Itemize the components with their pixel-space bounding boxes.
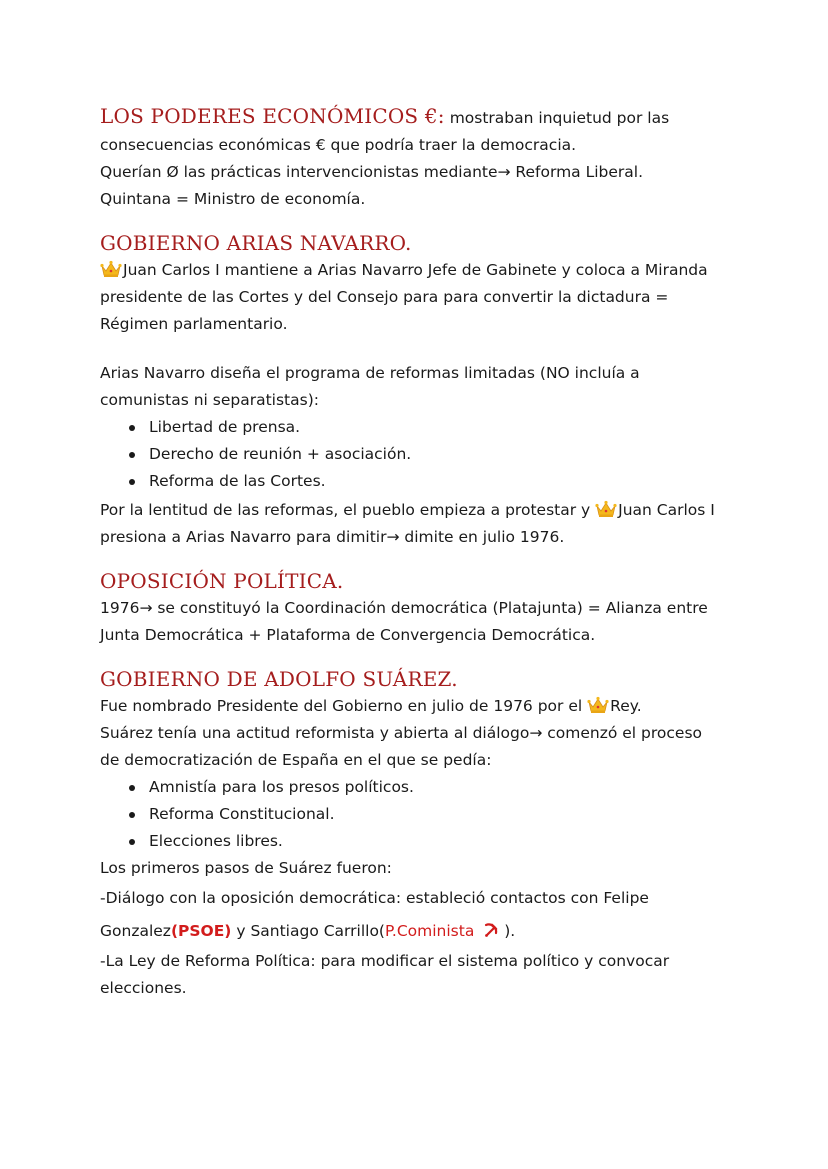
section-1-first-line: [100, 102, 740, 132]
heading-gobierno-adolfo-suarez: GOBIERNO DE ADOLFO SUÁREZ.: [100, 667, 458, 691]
text-line: Junta Democrática + Plataforma de Convergencia Democrática.: [100, 626, 596, 644]
text-line: Quintana = Ministro de economía.: [100, 190, 366, 208]
heading-poderes-economicos: LOS PODERES ECONÓMICOS €:: [100, 104, 445, 128]
text-line: comunistas ni separatistas):: [100, 391, 319, 409]
text-line: de democratización de España en el que se pedía:: [100, 751, 492, 769]
text-line: Fue nombrado Presidente del Gobierno en julio de 1976 por el Rey.: [100, 697, 642, 715]
hammer-sickle-icon: [483, 922, 499, 938]
text-line: 1976→ se constituyó la Coordinación democrática (Platajunta) = Alianza entre: [100, 599, 708, 617]
crown-icon: [587, 696, 609, 714]
list-item: Amnistía para los presos políticos.: [127, 774, 740, 801]
document-page: [100, 102, 740, 1002]
section-poderes-economicos: [100, 102, 740, 213]
text-line: Juan Carlos I mantiene a Arias Navarro Jefe de Gabinete y coloca a Miranda: [100, 257, 740, 284]
text-line: Los primeros pasos de Suárez fueron:: [100, 859, 392, 877]
text-line: Querían Ø las prácticas intervencionistas mediante→ Reforma Liberal.: [100, 163, 644, 181]
list-item: Reforma de las Cortes.: [127, 468, 740, 495]
text-line: presiona a Arias Navarro para dimitir→ dimite en julio 1976.: [100, 528, 565, 546]
demands-list: [100, 774, 740, 855]
reform-list: [100, 414, 740, 495]
text-line: -La Ley de Reforma Política: para modificar el sistema político y convocar: [100, 952, 670, 970]
text-line: Régimen parlamentario.: [100, 315, 288, 333]
text-line: Arias Navarro diseña el programa de reformas limitadas (NO incluía a: [100, 364, 640, 382]
paragraph-gap: [100, 338, 740, 360]
text-line: Gonzalez(PSOE) y Santiago Carrillo(P.Cominista ).: [100, 922, 516, 940]
heading-gobierno-arias-navarro: GOBIERNO ARIAS NAVARRO.: [100, 231, 412, 255]
text-line: Por la lentitud de las reformas, el pueblo empieza a protestar y Juan Carlos I: [100, 501, 715, 519]
text-line: elecciones.: [100, 979, 187, 997]
text-line: Suárez tenía una actitud reformista y abierta al diálogo→ comenzó el proceso: [100, 724, 703, 742]
list-item: Libertad de prensa.: [127, 414, 740, 441]
section-gobierno-arias-navarro: [100, 229, 740, 551]
text-line: consecuencias económicas € que podría traer la democracia.: [100, 136, 577, 154]
partido-comunista-label: P.Cominista: [384, 922, 475, 940]
text-line: mostraban inquietud por las: [449, 109, 670, 127]
crown-icon: [100, 260, 122, 278]
section-oposicion-politica: [100, 567, 740, 649]
heading-oposicion-politica: OPOSICIÓN POLÍTICA.: [100, 569, 344, 593]
psoe-label: (PSOE): [170, 922, 232, 940]
crown-icon: [595, 500, 617, 518]
list-item: Derecho de reunión + asociación.: [127, 441, 740, 468]
text-line: presidente de las Cortes y del Consejo para para convertir la dictadura =: [100, 288, 669, 306]
list-item: Reforma Constitucional.: [127, 801, 740, 828]
list-item: Elecciones libres.: [127, 828, 740, 855]
text-line: -Diálogo con la oposición democrática: estableció contactos con Felipe: [100, 889, 649, 907]
section-gobierno-adolfo-suarez: [100, 665, 740, 1002]
